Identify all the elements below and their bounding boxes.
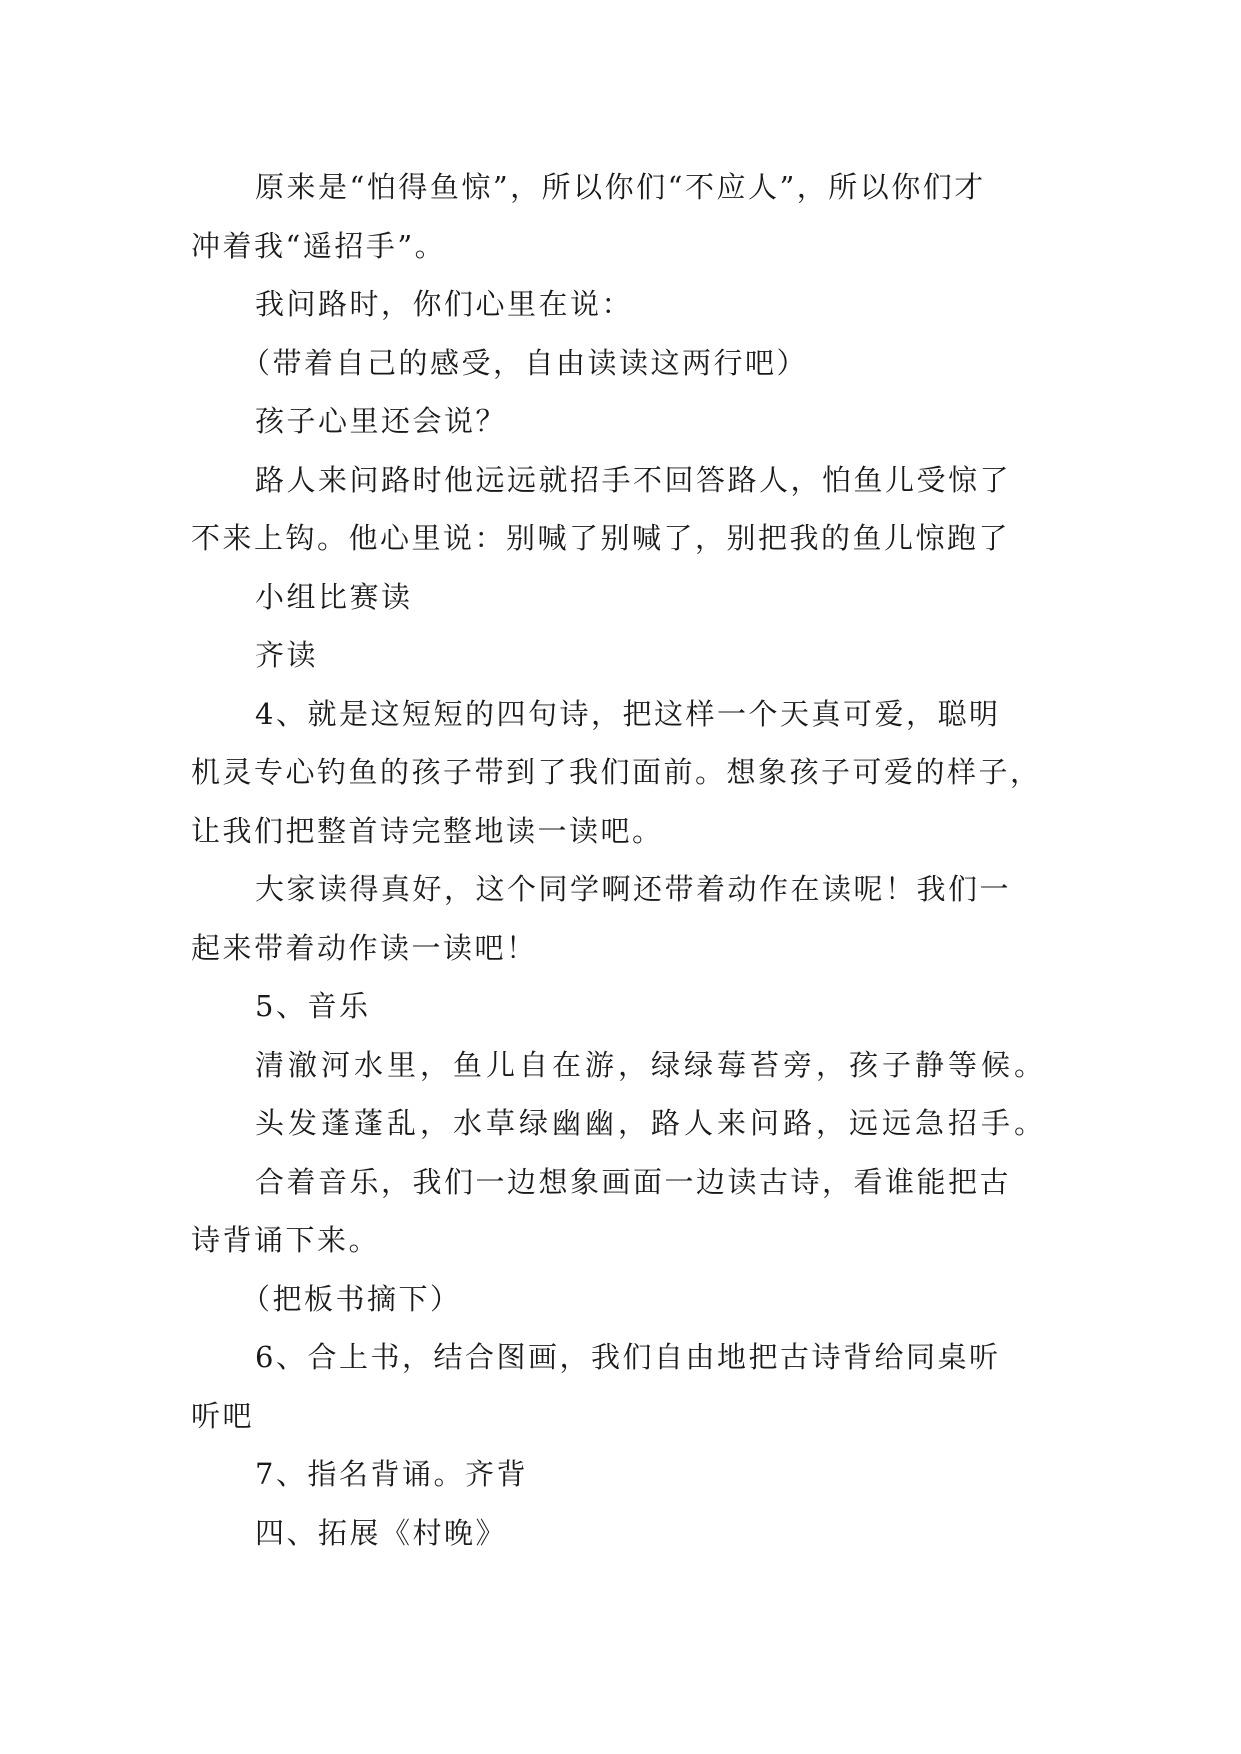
paragraph-line: 原来是“怕得鱼惊”，所以你们“不应人”，所以你们才 xyxy=(255,170,986,204)
paragraph-line: 诗背诵下来。 xyxy=(191,1223,381,1257)
paragraph-line: 机灵专心钓鱼的孩子带到了我们面前。想象孩子可爱的样子， xyxy=(191,755,1042,789)
poem-line: 头发蓬蓬乱，水草绿幽幽，路人来问路，远远急招手。 xyxy=(255,1106,1048,1140)
paragraph-line: 路人来问路时他远远就招手不回答路人，怕鱼儿受惊了 xyxy=(255,462,1012,497)
paragraph-line: 4、就是这短短的四句诗，把这样一个天真可爱，聪明 xyxy=(255,696,1001,731)
paragraph-line: 5、音乐 xyxy=(255,989,371,1023)
paragraph-line: 孩子心里还会说？ xyxy=(255,404,508,438)
paragraph-line: 合着音乐，我们一边想象画面一边读古诗，看谁能把古 xyxy=(255,1164,1012,1199)
paragraph-line: （带着自己的感受，自由读读这两行吧） xyxy=(241,345,809,380)
paragraph-line: 我问路时，你们心里在说： xyxy=(255,287,634,321)
section-heading: 四、拓展《村晚》 xyxy=(255,1515,508,1550)
paragraph-line: （把板书摘下） xyxy=(241,1281,462,1316)
poem-line: 清澈河水里，鱼儿自在游，绿绿莓苔旁，孩子静等候。 xyxy=(255,1047,1048,1082)
paragraph-line: 让我们把整首诗完整地读一读吧。 xyxy=(191,813,664,848)
paragraph-line: 起来带着动作读一读吧！ xyxy=(191,930,538,965)
paragraph-line: 小组比赛读 xyxy=(255,579,413,614)
paragraph-line: 听吧 xyxy=(191,1398,255,1433)
paragraph-line: 齐读 xyxy=(255,638,319,672)
paragraph-line: 7、指名背诵。齐背 xyxy=(255,1457,528,1491)
paragraph-line: 大家读得真好，这个同学啊还带着动作在读呢！我们一 xyxy=(255,872,1012,906)
paragraph-line: 6、合上书，结合图画，我们自由地把古诗背给同桌听 xyxy=(255,1340,1001,1374)
paragraph-line: 不来上钩。他心里说：别喊了别喊了，别把我的鱼儿惊跑了 xyxy=(191,521,1011,555)
paragraph-line: 冲着我“遥招手”。 xyxy=(191,228,447,263)
document-body xyxy=(191,158,1061,1562)
